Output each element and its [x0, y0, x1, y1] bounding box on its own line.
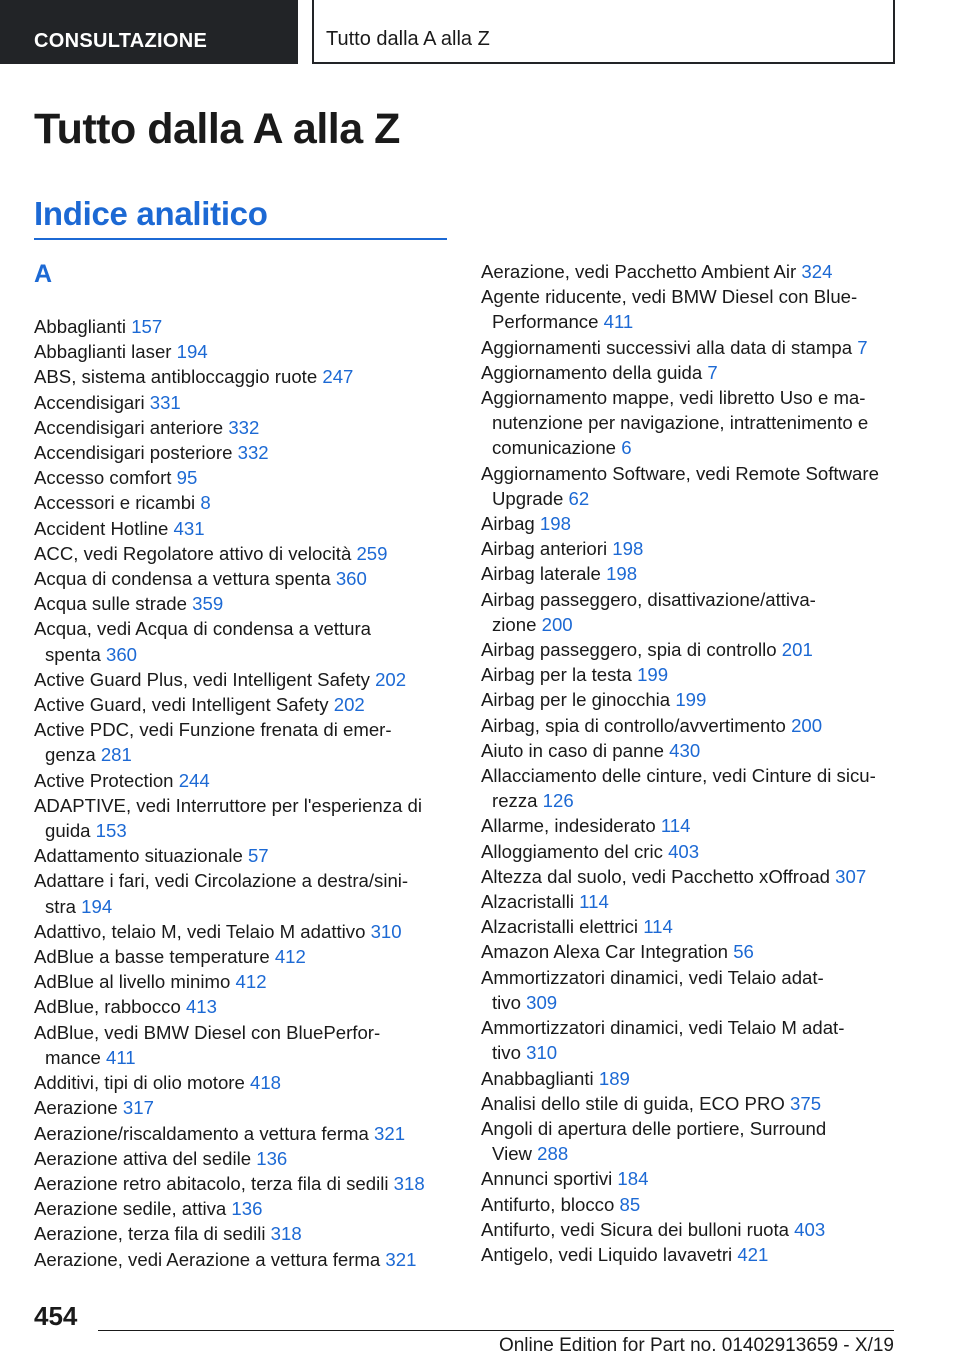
index-entry-text: Agente riducente, vedi BMW Diesel con Blue‐: [481, 286, 858, 308]
index-entry: [34, 314, 452, 339]
page-reference-link[interactable]: 359: [192, 593, 224, 615]
index-entry: [481, 461, 921, 511]
index-entry: [34, 1121, 452, 1146]
index-entry-text: Aggiornamenti successivi alla data di stampa: [481, 336, 858, 358]
index-entry-text: AdBlue a basse temperature: [34, 946, 275, 968]
index-entry-text: Airbag passeggero, spia di controllo: [481, 639, 782, 661]
page-reference-link[interactable]: 411: [105, 1046, 136, 1068]
index-entry-text: Aerazione/riscaldamento a vettura ferma: [34, 1122, 375, 1144]
page-reference-link[interactable]: 244: [178, 769, 210, 791]
page-reference-link[interactable]: 375: [790, 1092, 822, 1114]
page-number: 454: [34, 1301, 78, 1331]
index-entry: [481, 587, 921, 637]
section-tab[interactable]: CONSULTAZIONE: [0, 0, 298, 64]
index-entry: [481, 536, 921, 561]
index-entry-text: Ammortizzatori dinamici, vedi Telaio M adat‐: [481, 1017, 845, 1039]
page-reference-link[interactable]: 403: [794, 1218, 826, 1240]
page-reference-link[interactable]: 200: [791, 714, 823, 736]
index-entry: [481, 914, 921, 939]
index-entry-text: Additivi, tipi di olio motore: [34, 1072, 250, 1094]
index-entry-text: Aggiornamento della guida: [481, 361, 708, 383]
index-entry: [481, 360, 921, 385]
index-entry-text: Angoli di apertura delle portiere, Surround: [481, 1117, 827, 1139]
page-reference-link[interactable]: 360: [335, 568, 367, 590]
index-entry: [34, 465, 452, 490]
index-entry: [34, 591, 452, 616]
index-entry-text: Airbag per la testa: [481, 664, 638, 686]
index-entry: [34, 843, 452, 868]
index-entry: [481, 511, 921, 536]
page-reference-link[interactable]: 56: [733, 941, 754, 963]
page-reference-link[interactable]: 318: [270, 1223, 302, 1245]
index-entry-text: mance: [45, 1046, 106, 1068]
index-entry-text: AdBlue, rabbocco: [34, 996, 186, 1018]
page-reference-link[interactable]: 309: [526, 991, 558, 1013]
page-reference-link[interactable]: 153: [95, 820, 127, 842]
page-reference-link[interactable]: 200: [541, 613, 573, 635]
index-entry: [481, 713, 921, 738]
page-reference-link[interactable]: 57: [247, 845, 269, 867]
index-entry-text: nutenzione per navigazione, intrattenimento e: [492, 412, 869, 434]
index-entry: [481, 561, 921, 586]
index-entry-text: Accendisigari posteriore: [34, 442, 238, 464]
index-entry-text: Airbag, spia di controllo/avvertimento: [481, 714, 792, 736]
index-entry-text: Aerazione retro abitacolo, terza fila di sedili: [34, 1172, 394, 1194]
index-column-left: [34, 314, 452, 1272]
index-entry: [34, 566, 452, 591]
page-reference-link[interactable]: 62: [568, 487, 590, 509]
page-reference-link[interactable]: 126: [542, 790, 574, 812]
page-reference-link[interactable]: 114: [660, 815, 691, 837]
index-entry: [34, 768, 452, 793]
page-reference-link[interactable]: 184: [617, 1168, 649, 1190]
index-entry: [34, 717, 452, 767]
index-entry-text: Annunci sportivi: [481, 1168, 618, 1190]
page-reference-link[interactable]: 418: [250, 1072, 282, 1094]
page-reference-link[interactable]: 114: [643, 916, 673, 938]
index-entry-text: Active Guard, vedi Intelligent Safety: [34, 694, 334, 716]
page-reference-link[interactable]: 430: [669, 739, 701, 761]
page-reference-link[interactable]: 413: [185, 996, 217, 1018]
index-entry-text: Aggiornamento Software, vedi Remote Software: [481, 462, 879, 484]
index-entry-text: Upgrade: [492, 487, 569, 509]
page-reference-link[interactable]: 331: [149, 391, 181, 413]
page-reference-link[interactable]: 412: [274, 946, 306, 968]
index-entry-text: stra: [45, 895, 82, 917]
page-reference-link[interactable]: 7: [857, 336, 868, 358]
page-reference-link[interactable]: 421: [737, 1243, 769, 1265]
index-entry-text: Active Protection: [34, 769, 179, 791]
index-entry-text: Allarme, indesiderato: [481, 815, 661, 837]
page-reference-link[interactable]: 259: [356, 542, 388, 564]
index-entry: [34, 969, 452, 994]
index-entry: [34, 616, 452, 666]
page-reference-link[interactable]: 189: [598, 1067, 630, 1089]
page-reference-link[interactable]: 310: [526, 1042, 558, 1064]
index-entry-text: Amazon Alexa Car Integration: [481, 941, 734, 963]
index-entry-text: Acqua sulle strade: [34, 593, 193, 615]
index-entry-text: Accesso comfort: [34, 467, 177, 489]
index-entry-text: Antigelo, vedi Liquido lavavetri: [481, 1243, 738, 1265]
index-entry-text: Accident Hotline: [34, 517, 174, 539]
page-reference-link[interactable]: 412: [235, 971, 267, 993]
page-reference-link[interactable]: 324: [801, 261, 833, 282]
index-entry: [481, 889, 921, 914]
page-reference-link[interactable]: 332: [228, 416, 260, 438]
subtitle-divider: [34, 238, 447, 240]
index-entry: [481, 1217, 921, 1242]
index-entry-text: Aerazione attiva del sedile: [34, 1147, 257, 1169]
index-entry-text: tivo: [492, 1042, 527, 1064]
index-entry: [481, 1166, 921, 1191]
index-entry-text: Altezza dal suolo, vedi Pacchetto xOffroad: [481, 865, 836, 887]
index-entry-text: Performance: [492, 311, 604, 333]
page-reference-link[interactable]: 157: [131, 316, 163, 337]
index-entry: [34, 919, 452, 944]
page-reference-link[interactable]: 310: [370, 920, 402, 942]
index-entry-text: Antifurto, vedi Sicura dei bulloni ruota: [481, 1218, 795, 1240]
index-entry-text: Aerazione: [34, 1097, 123, 1119]
index-entry: [481, 763, 921, 813]
page-reference-link[interactable]: 198: [612, 538, 644, 560]
index-entry: [34, 339, 452, 364]
index-entry: [34, 1070, 452, 1095]
index-entry-text: genza: [45, 744, 101, 766]
page-reference-link[interactable]: 403: [668, 840, 700, 862]
page-reference-link[interactable]: 114: [579, 891, 609, 913]
index-entry-text: zione: [492, 613, 542, 635]
index-entry-text: spenta: [45, 643, 106, 665]
index-entry: [481, 687, 921, 712]
index-entry: [34, 994, 452, 1019]
index-entry-text: Adattamento situazionale: [34, 845, 248, 867]
footer-edition: Online Edition for Part no. 01402913659 - X/19: [498, 1335, 894, 1356]
page-title: Tutto dalla A alla Z: [34, 105, 400, 153]
footer-divider: [98, 1330, 894, 1331]
index-entry: [481, 839, 921, 864]
page-reference-link[interactable]: 136: [231, 1198, 263, 1220]
index-entry-text: Aggiornamento mappe, vedi libretto Uso e ma‐: [481, 387, 866, 409]
index-entry: [34, 415, 452, 440]
index-entry-text: Anabbaglianti: [481, 1067, 599, 1089]
index-entry: [481, 1242, 921, 1267]
index-entry: [481, 813, 921, 838]
index-entry: [34, 1196, 452, 1221]
index-entry-text: Active PDC, vedi Funzione frenata di emer‐: [34, 719, 392, 741]
index-entry-text: Abbaglianti: [34, 316, 132, 337]
index-entry-text: Alloggiamento del cric: [481, 840, 669, 862]
page-reference-link[interactable]: 317: [122, 1097, 154, 1119]
index-entry: [481, 1091, 921, 1116]
index-entry-text: Aerazione, vedi Pacchetto Ambient Air: [481, 261, 802, 282]
index-entry: [481, 864, 921, 889]
index-entry-text: View: [492, 1143, 538, 1165]
header-title-tab[interactable]: Tutto dalla A alla Z: [312, 0, 895, 64]
index-entry-text: Acqua di condensa a vettura spenta: [34, 568, 336, 590]
page-reference-link[interactable]: 199: [675, 689, 707, 711]
index-entry-text: Airbag laterale: [481, 563, 607, 585]
page-reference-link[interactable]: 411: [603, 311, 634, 333]
index-entry: [34, 1221, 452, 1246]
page-reference-link[interactable]: 288: [537, 1143, 569, 1165]
page-reference-link[interactable]: 6: [621, 437, 632, 459]
index-entry-text: comunicazione: [492, 437, 622, 459]
index-entry-text: Allacciamento delle cinture, vedi Cinture di sicu‐: [481, 765, 876, 787]
index-entry-text: Accendisigari: [34, 391, 150, 413]
page-reference-link[interactable]: 202: [375, 668, 407, 690]
index-entry-text: Alzacristalli: [481, 891, 580, 913]
index-entry: [481, 385, 921, 461]
index-entry-text: Airbag passeggero, disattivazione/attiva‐: [481, 588, 816, 610]
page-reference-link[interactable]: 281: [100, 744, 132, 766]
index-entry-text: Airbag anteriori: [481, 538, 613, 560]
index-entry: [481, 662, 921, 687]
index-entry: [481, 1066, 921, 1091]
index-entry: [34, 1171, 452, 1196]
index-entry: [34, 364, 452, 389]
page-reference-link[interactable]: 360: [106, 643, 138, 665]
page-reference-link[interactable]: 198: [606, 563, 638, 585]
page-reference-link[interactable]: 332: [237, 442, 269, 464]
index-entry: [34, 667, 452, 692]
page-reference-link[interactable]: 95: [176, 467, 198, 489]
page-reference-link[interactable]: 247: [322, 366, 354, 388]
page-reference-link[interactable]: 194: [176, 341, 208, 363]
index-entry-text: Active Guard Plus, vedi Intelligent Safety: [34, 668, 376, 690]
index-entry: [34, 541, 452, 566]
index-entry-text: Adattare i fari, vedi Circolazione a destra/sini‐: [34, 870, 409, 892]
page-reference-link[interactable]: 136: [256, 1147, 288, 1169]
page-reference-link[interactable]: 201: [781, 639, 813, 661]
index-entry-text: Aerazione, vedi Aerazione a vettura ferma: [34, 1248, 386, 1270]
index-entry-text: guida: [45, 820, 96, 842]
index-entry: [34, 944, 452, 969]
index-entry: [34, 390, 452, 415]
index-entry: [481, 1116, 921, 1166]
index-entry-text: Airbag: [481, 513, 540, 535]
index-entry: [481, 1192, 921, 1217]
index-entry: [481, 939, 921, 964]
section-subtitle: Indice analitico: [34, 195, 268, 232]
page-reference-link[interactable]: 321: [385, 1248, 417, 1270]
index-entry: [34, 868, 452, 918]
page-reference-link[interactable]: 7: [707, 361, 718, 383]
page-reference-link[interactable]: 194: [81, 895, 113, 917]
index-entry: [481, 1015, 921, 1065]
page-reference-link[interactable]: 321: [374, 1122, 406, 1144]
index-entry-text: Alzacristalli elettrici: [481, 916, 644, 938]
page-header: [0, 0, 960, 66]
index-entry: [34, 793, 452, 843]
index-entry-text: ABS, sistema antibloccaggio ruote: [34, 366, 323, 388]
index-entry: [481, 335, 921, 360]
index-entry-text: Aerazione sedile, attiva: [34, 1198, 232, 1220]
page-reference-link[interactable]: 431: [173, 517, 205, 539]
index-entry: [34, 516, 452, 541]
index-letter-heading: A: [34, 260, 53, 288]
page-reference-link[interactable]: 318: [393, 1172, 425, 1194]
index-column-right: [481, 259, 921, 1267]
page-reference-link[interactable]: 199: [637, 664, 669, 686]
index-entry: [34, 440, 452, 465]
index-entry: [34, 1247, 452, 1272]
page-reference-link[interactable]: 307: [835, 865, 867, 887]
index-entry: [34, 1146, 452, 1171]
index-entry: [481, 965, 921, 1015]
index-entry-text: ADAPTIVE, vedi Interruttore per l'esperienza di: [34, 794, 422, 816]
index-entry-text: Antifurto, blocco: [481, 1193, 620, 1215]
index-entry: [34, 1020, 452, 1070]
index-entry-text: Accendisigari anteriore: [34, 416, 229, 438]
index-entry-text: AdBlue, vedi BMW Diesel con BluePerfor‐: [34, 1021, 381, 1043]
index-entry-text: tivo: [492, 991, 527, 1013]
index-entry-text: Airbag per le ginocchia: [481, 689, 676, 711]
page-reference-link[interactable]: 85: [619, 1193, 641, 1215]
index-entry-text: Analisi dello stile di guida, ECO PRO: [481, 1092, 791, 1114]
page-reference-link[interactable]: 8: [200, 492, 211, 514]
index-entry-text: Adattivo, telaio M, vedi Telaio M adattivo: [34, 920, 371, 942]
index-entry: [34, 692, 452, 717]
index-entry-text: rezza: [492, 790, 543, 812]
index-entry-text: Ammortizzatori dinamici, vedi Telaio adat‐: [481, 966, 824, 988]
index-entry-text: Aerazione, terza fila di sedili: [34, 1223, 271, 1245]
index-entry: [34, 490, 452, 515]
index-entry-text: Acqua, vedi Acqua di condensa a vettura: [34, 618, 371, 640]
index-entry-text: Accessori e ricambi: [34, 492, 201, 514]
index-entry-text: Abbaglianti laser: [34, 341, 177, 363]
index-entry: [481, 259, 921, 284]
index-entry: [481, 738, 921, 763]
index-entry: [34, 1095, 452, 1120]
page-reference-link[interactable]: 202: [333, 694, 365, 716]
index-entry-text: Aiuto in caso di panne: [481, 739, 670, 761]
page-reference-link[interactable]: 198: [539, 513, 571, 535]
index-entry: [481, 284, 921, 334]
index-entry-text: ACC, vedi Regolatore attivo di velocità: [34, 542, 357, 564]
index-entry: [481, 637, 921, 662]
index-entry-text: AdBlue al livello minimo: [34, 971, 236, 993]
